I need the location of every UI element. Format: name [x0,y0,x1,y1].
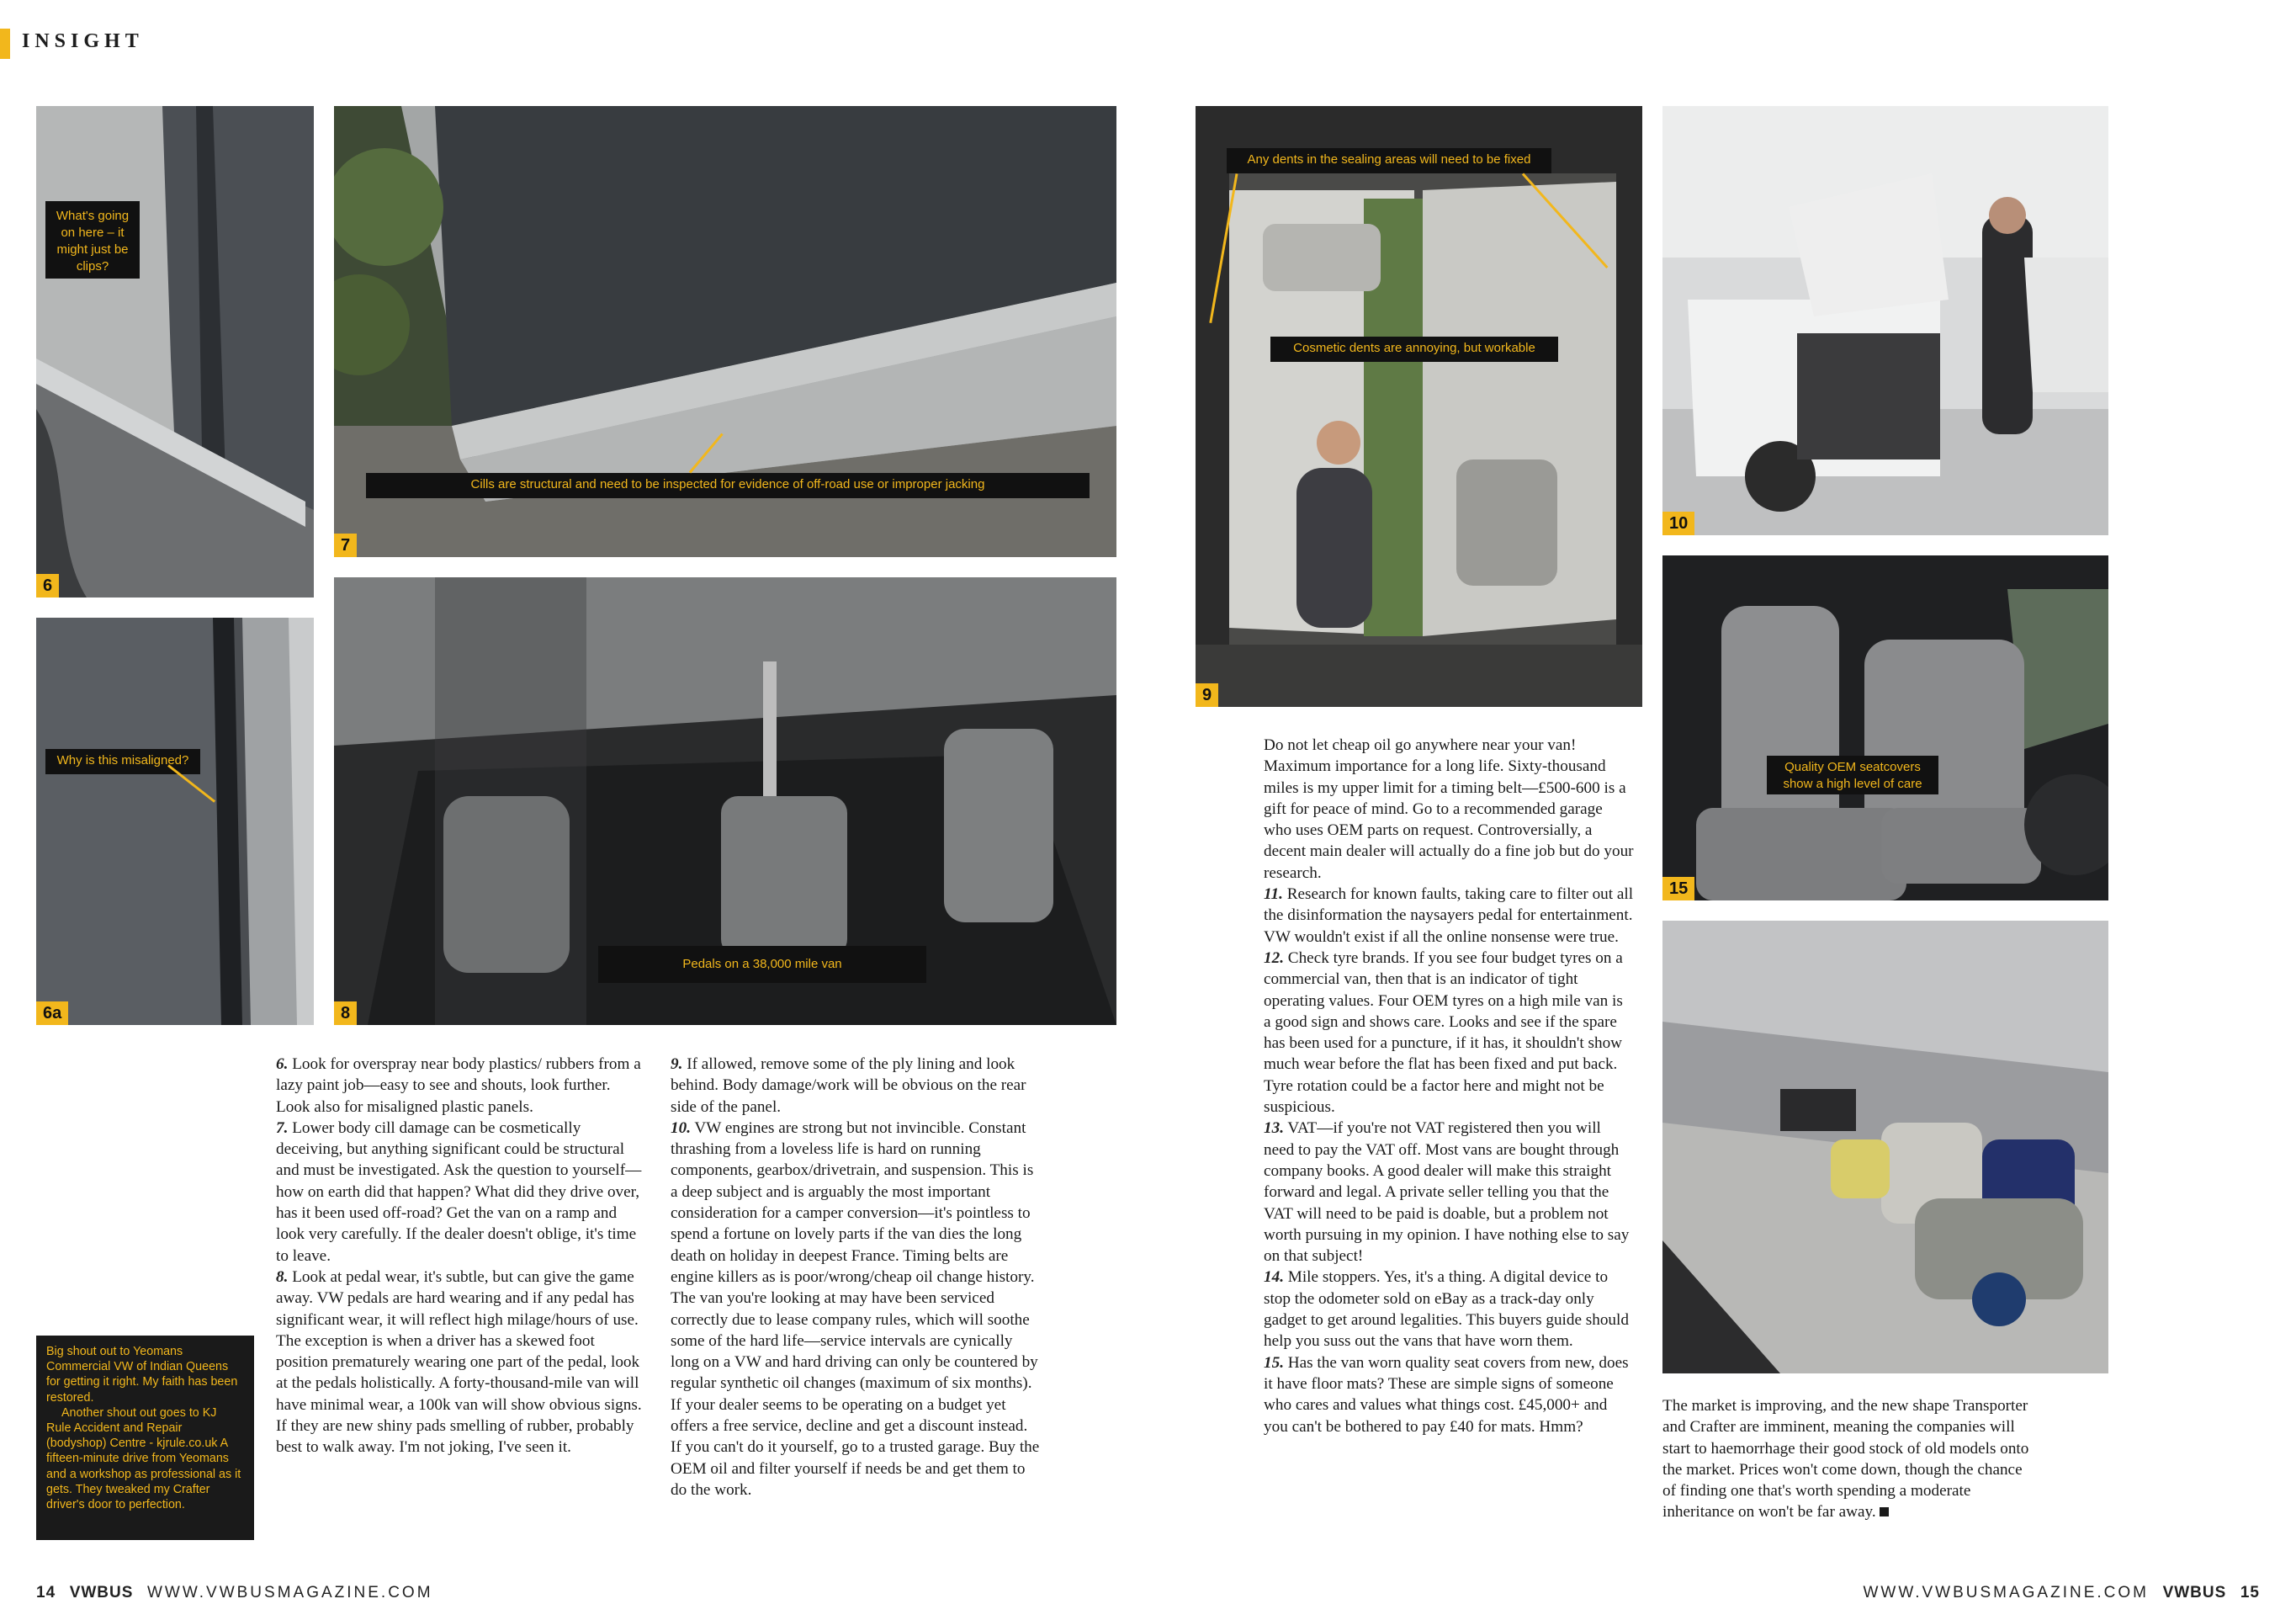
photo-6 [36,106,314,598]
tip-text: Look at pedal wear, it's subtle, but can give the game away. VW pedals are hard wearing and if any pedal has significant wear, it will reflect high milage/hours of use. The exception is when a driver has a skewed foot position prematurely wearing one part of the pedal, look at the pedals holistically. A forty-thousand-mile van will have minimal wear, a 100k van will show obvious signs. If they are new shiny pads smelling of rubber, probably best to walk away. I'm not joking, I've seen it. [276,1267,642,1457]
photo-9-caption-mid: Cosmetic dents are annoying, but workable [1270,337,1558,362]
tip-number: 13. [1264,1119,1284,1138]
page-number: 14 [36,1584,56,1601]
tip-number: 12. [1264,948,1284,967]
tip-text: Has the van worn quality seat covers from new, does it have floor mats? These are simple signs of someone who cares and values what things cost. £45,000+ and you can't be bothered to pay £40 for mats. Hmm? [1264,1353,1629,1436]
tip-text: VAT—if you're not VAT registered then you will need to pay the VAT off. Most vans are bought through company books. A good dealer will make this straight forward and legal. A private seller telling you that the VAT will need to be paid is doable, but a problem not worth pursuing in my opinion. I have nothing else to say on that subject! [1264,1119,1630,1266]
photo-8-caption: Pedals on a 38,000 mile van [598,946,926,983]
website-url: WWW.VWBUSMAGAZINE.COM [1863,1584,2149,1601]
photo-number: 10 [1662,512,1694,535]
photo-9-caption-top: Any dents in the sealing areas will need to be fixed [1227,148,1551,173]
tip-text: If allowed, remove some of the ply lining and look behind. Body damage/work will be obvious on the rear side of the panel. [671,1055,1026,1116]
tip-text: Research for known faults, taking care to filter out all the disinformation the naysayers pedal for entertainment. VW wouldn't exist if all the online nonsense were true. [1264,885,1634,946]
tip-paragraph [1264,1352,1634,1437]
photo-number: 6 [36,574,59,598]
acknowledgement-text: Another shout out goes to KJ Rule Accident and Repair (bodyshop) Centre - kjrule.co.uk A fifteen-minute drive from Yeomans and a workshop as professional as it gets. They tweaked my Crafter driver's door to perfection. [46,1405,241,1512]
closing-paragraph [1662,1395,2033,1523]
tip-paragraph [1264,884,1634,948]
page-number: 15 [2240,1584,2260,1601]
end-mark-icon [1880,1507,1889,1516]
brand-name: VWBUS [69,1584,134,1601]
photo-number: 15 [1662,877,1694,900]
photo-number: 6a [36,1001,68,1025]
photo-showroom [1662,921,2108,1373]
closing-text: The market is improving, and the new shape Transporter and Crafter are imminent, meaning the companies will start to haemorrhage their good stock of old models onto the market. Prices won't come down, though the chance of finding one that's worth spending a moderate inheritance on won't be far away. [1662,1397,2029,1522]
tip-paragraph [1264,1267,1634,1352]
photo-number: 9 [1196,683,1218,707]
photo-10 [1662,106,2108,535]
article-column-2 [671,1054,1041,1500]
tip-text: Look for overspray near body plastics/ rubbers from a lazy paint job—easy to see and shouts, look further. Look also for misaligned plastic panels. [276,1055,641,1116]
tip-paragraph [276,1267,646,1458]
acknowledgement-box [36,1336,254,1540]
photo-15-caption: Quality OEM seatcovers show a high level of care [1767,756,1938,794]
tip-number: 15. [1264,1353,1284,1372]
tip-number: 9. [671,1055,683,1073]
tip-number: 10. [671,1118,691,1137]
tip-text: Check tyre brands. If you see four budget tyres on a commercial van, then that is an indicator of tight operating values. Four OEM tyres on a high mile van is a good sign and shows care. Looks and see if the spare has been used for a puncture, if it has, it shouldn't show much wear before the flat has been fixed and put back. Tyre rotation could be a factor here and might not be suspicious. [1264,948,1623,1117]
acknowledgement-text: Big shout out to Yeomans Commercial VW of Indian Queens for getting it right. My faith has been restored. [46,1345,238,1405]
footer-left [36,1584,433,1602]
tip-paragraph [1264,948,1634,1118]
photo-number: 7 [334,534,357,557]
tip-number: 11. [1264,885,1283,904]
photo-15 [1662,555,2108,900]
article-column-1 [276,1054,646,1458]
photo-6-caption: What's going on here – it might just be clips? [45,201,140,279]
tip-number: 14. [1264,1268,1284,1287]
tip-paragraph [671,1118,1041,1500]
footer-right [1863,1584,2260,1602]
tip-number: 8. [276,1267,289,1286]
photo-6a-caption: Why is this misaligned? [45,749,200,774]
tip-paragraph [276,1054,646,1118]
website-url: WWW.VWBUSMAGAZINE.COM [147,1584,433,1601]
photo-9 [1196,106,1642,707]
section-accent-bar [0,29,10,59]
tip-number: 7. [276,1118,289,1137]
article-column-3 [1264,735,1634,1437]
tip-paragraph [671,1054,1041,1118]
tip-text: VW engines are strong but not invincible. Constant thrashing from a loveless life is hard on running components, gearbox/drivetrain, and suspension. This is a deep subject and is arguably the most important consideration for a camper conversion—it's pointless to spend a fortune on lovely parts if the van dies the long death on holiday in deepest France. Timing belts are engine killers as is poor/wrong/cheap oil change history. The van you're looking at may have been serviced correctly due to lease company rules, which will soothe some of the hard life—service intervals are cynically long on a VW and hard driving can only be countered by regular synthetic oil changes (maximum of six months). If your dealer seems to be operating on a budget yet offers a free service, decline and get a discount instead. If you can't do it yourself, go to a trusted garage. Buy the OEM oil and filter yourself if needs be and get them to do the work. [671,1118,1040,1499]
tip-paragraph [276,1118,646,1267]
tip-number: 6. [276,1055,289,1073]
photo-7-caption: Cills are structural and need to be inspected for evidence of off-road use or improper jacking [366,473,1090,498]
intro-paragraph: Do not let cheap oil go anywhere near your van! Maximum importance for a long life. Sixty-thousand miles is my upper limit for a timing belt—£500-600 is a gift for peace of mind. Go to a recommended garage who uses OEM parts on request. Controversially, a decent main dealer will actually do a fine job but do your research. [1264,736,1634,882]
tip-text: Lower body cill damage can be cosmetically deceiving, but anything significant could be structural and must be investigated. Ask the question to yourself—how on earth did that happen? What did they drive over, has it been used off-road? Get the van on a ramp and look very carefully. If the dealer doesn't oblige, it's time to leave. [276,1118,642,1265]
brand-name: VWBUS [2162,1584,2227,1601]
section-label: INSIGHT [22,30,144,52]
photo-number: 8 [334,1001,357,1025]
tip-paragraph [1264,1118,1634,1267]
tip-text: Mile stoppers. Yes, it's a thing. A digital device to stop the odometer sold on eBay as a track-day only gadget to get around legalities. This buyers guide should help you suss out the vans that have worn them. [1264,1268,1629,1351]
article-column-4 [1662,1395,2033,1523]
photo-6a [36,618,314,1025]
